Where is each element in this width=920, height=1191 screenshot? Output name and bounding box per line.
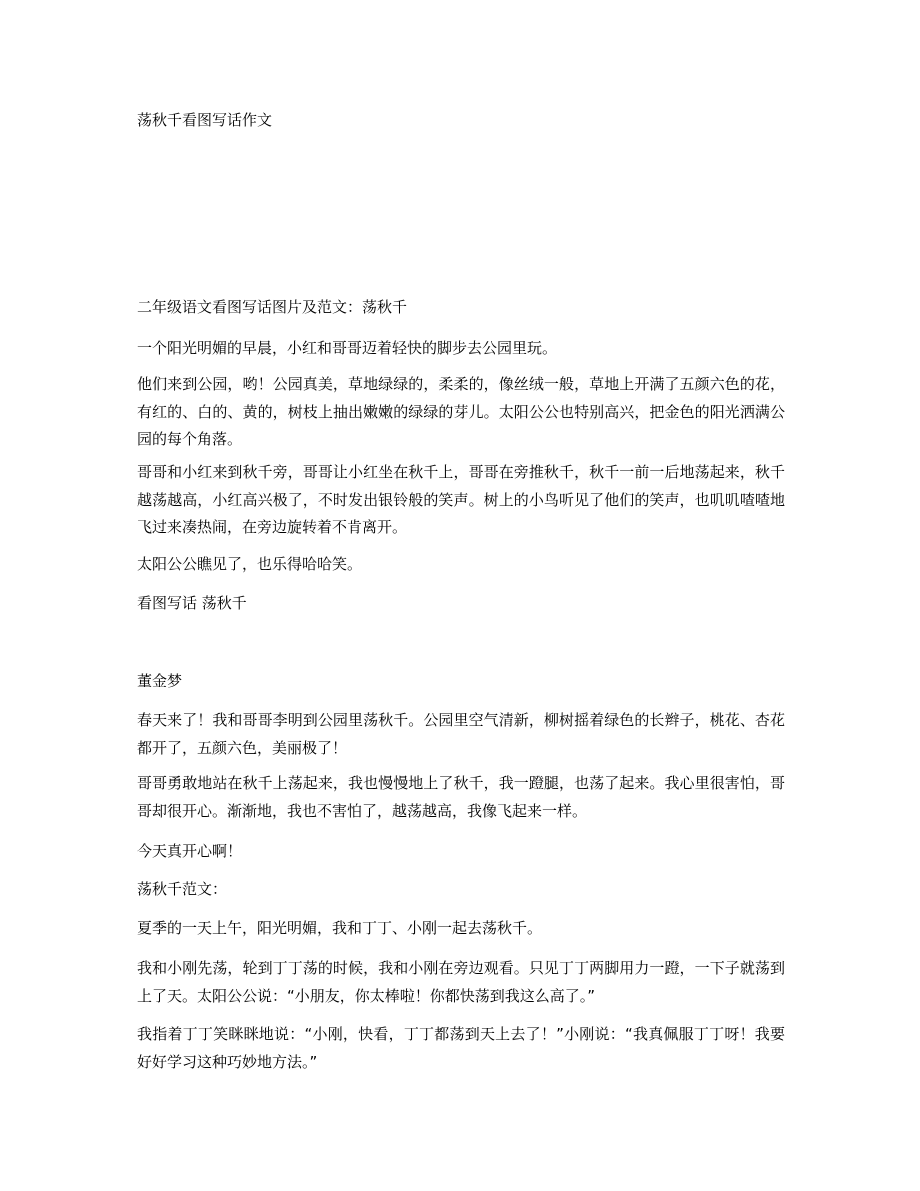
paragraph-8: 夏季的一天上午，阳光明媚，我和丁丁、小刚一起去荡秋千。 bbox=[137, 919, 543, 937]
section-heading-intro: 二年级语文看图写话图片及范文：荡秋千 bbox=[137, 298, 408, 316]
paragraph-4: 太阳公公瞧见了，也乐得哈哈笑。 bbox=[137, 555, 363, 573]
author-name: 董金梦 bbox=[137, 672, 183, 690]
paragraph-5: 春天来了！我和哥哥李明到公园里荡秋千。公园里空气清新，柳树摇着绿色的长辫子，桃花、杏花都开了，五颜六色，美丽极了！ bbox=[137, 711, 785, 757]
paragraph-3: 哥哥和小红来到秋千旁，哥哥让小红坐在秋千上，哥哥在旁推秋千，秋千一前一后地荡起来，秋千越荡越高，小红高兴极了，不时发出银铃般的笑声。树上的小鸟听见了他们的笑声，也叽叽喳喳地飞过来凑热闹，在旁边旋转着不肯离开。 bbox=[137, 463, 785, 536]
paragraph-1: 一个阳光明媚的早晨，小红和哥哥迈着轻快的脚步去公园里玩。 bbox=[137, 339, 558, 357]
paragraph-6: 哥哥勇敢地站在秋千上荡起来，我也慢慢地上了秋千，我一蹬腿，也荡了起来。我心里很害怕，哥哥却很开心。渐渐地，我也不害怕了，越荡越高，我像飞起来一样。 bbox=[137, 774, 785, 820]
section-heading-sample: 荡秋千范文： bbox=[137, 880, 228, 898]
document-title: 荡秋千看图写话作文 bbox=[137, 111, 273, 129]
paragraph-7: 今天真开心啊！ bbox=[137, 842, 243, 860]
paragraph-2: 他们来到公园，哟！公园真美，草地绿绿的，柔柔的，像丝绒一般，草地上开满了五颜六色的花，有红的、白的、黄的，树枝上抽出嫩嫩的绿绿的芽儿。太阳公公也特别高兴，把金色的阳光洒满公园的每个角落。 bbox=[137, 375, 785, 448]
section-heading-second: 看图写话 荡秋千 bbox=[137, 594, 247, 612]
paragraph-10: 我指着丁丁笑眯眯地说：“小刚，快看，丁丁都荡到天上去了！”小刚说：“我真佩服丁丁呀！我要好好学习这种巧妙地方法。” bbox=[137, 1025, 785, 1071]
paragraph-9: 我和小刚先荡，轮到丁丁荡的时候，我和小刚在旁边观看。只见丁丁两脚用力一蹬，一下子就荡到上了天。太阳公公说：“小朋友，你太棒啦！你都快荡到我这么高了。” bbox=[137, 959, 785, 1005]
